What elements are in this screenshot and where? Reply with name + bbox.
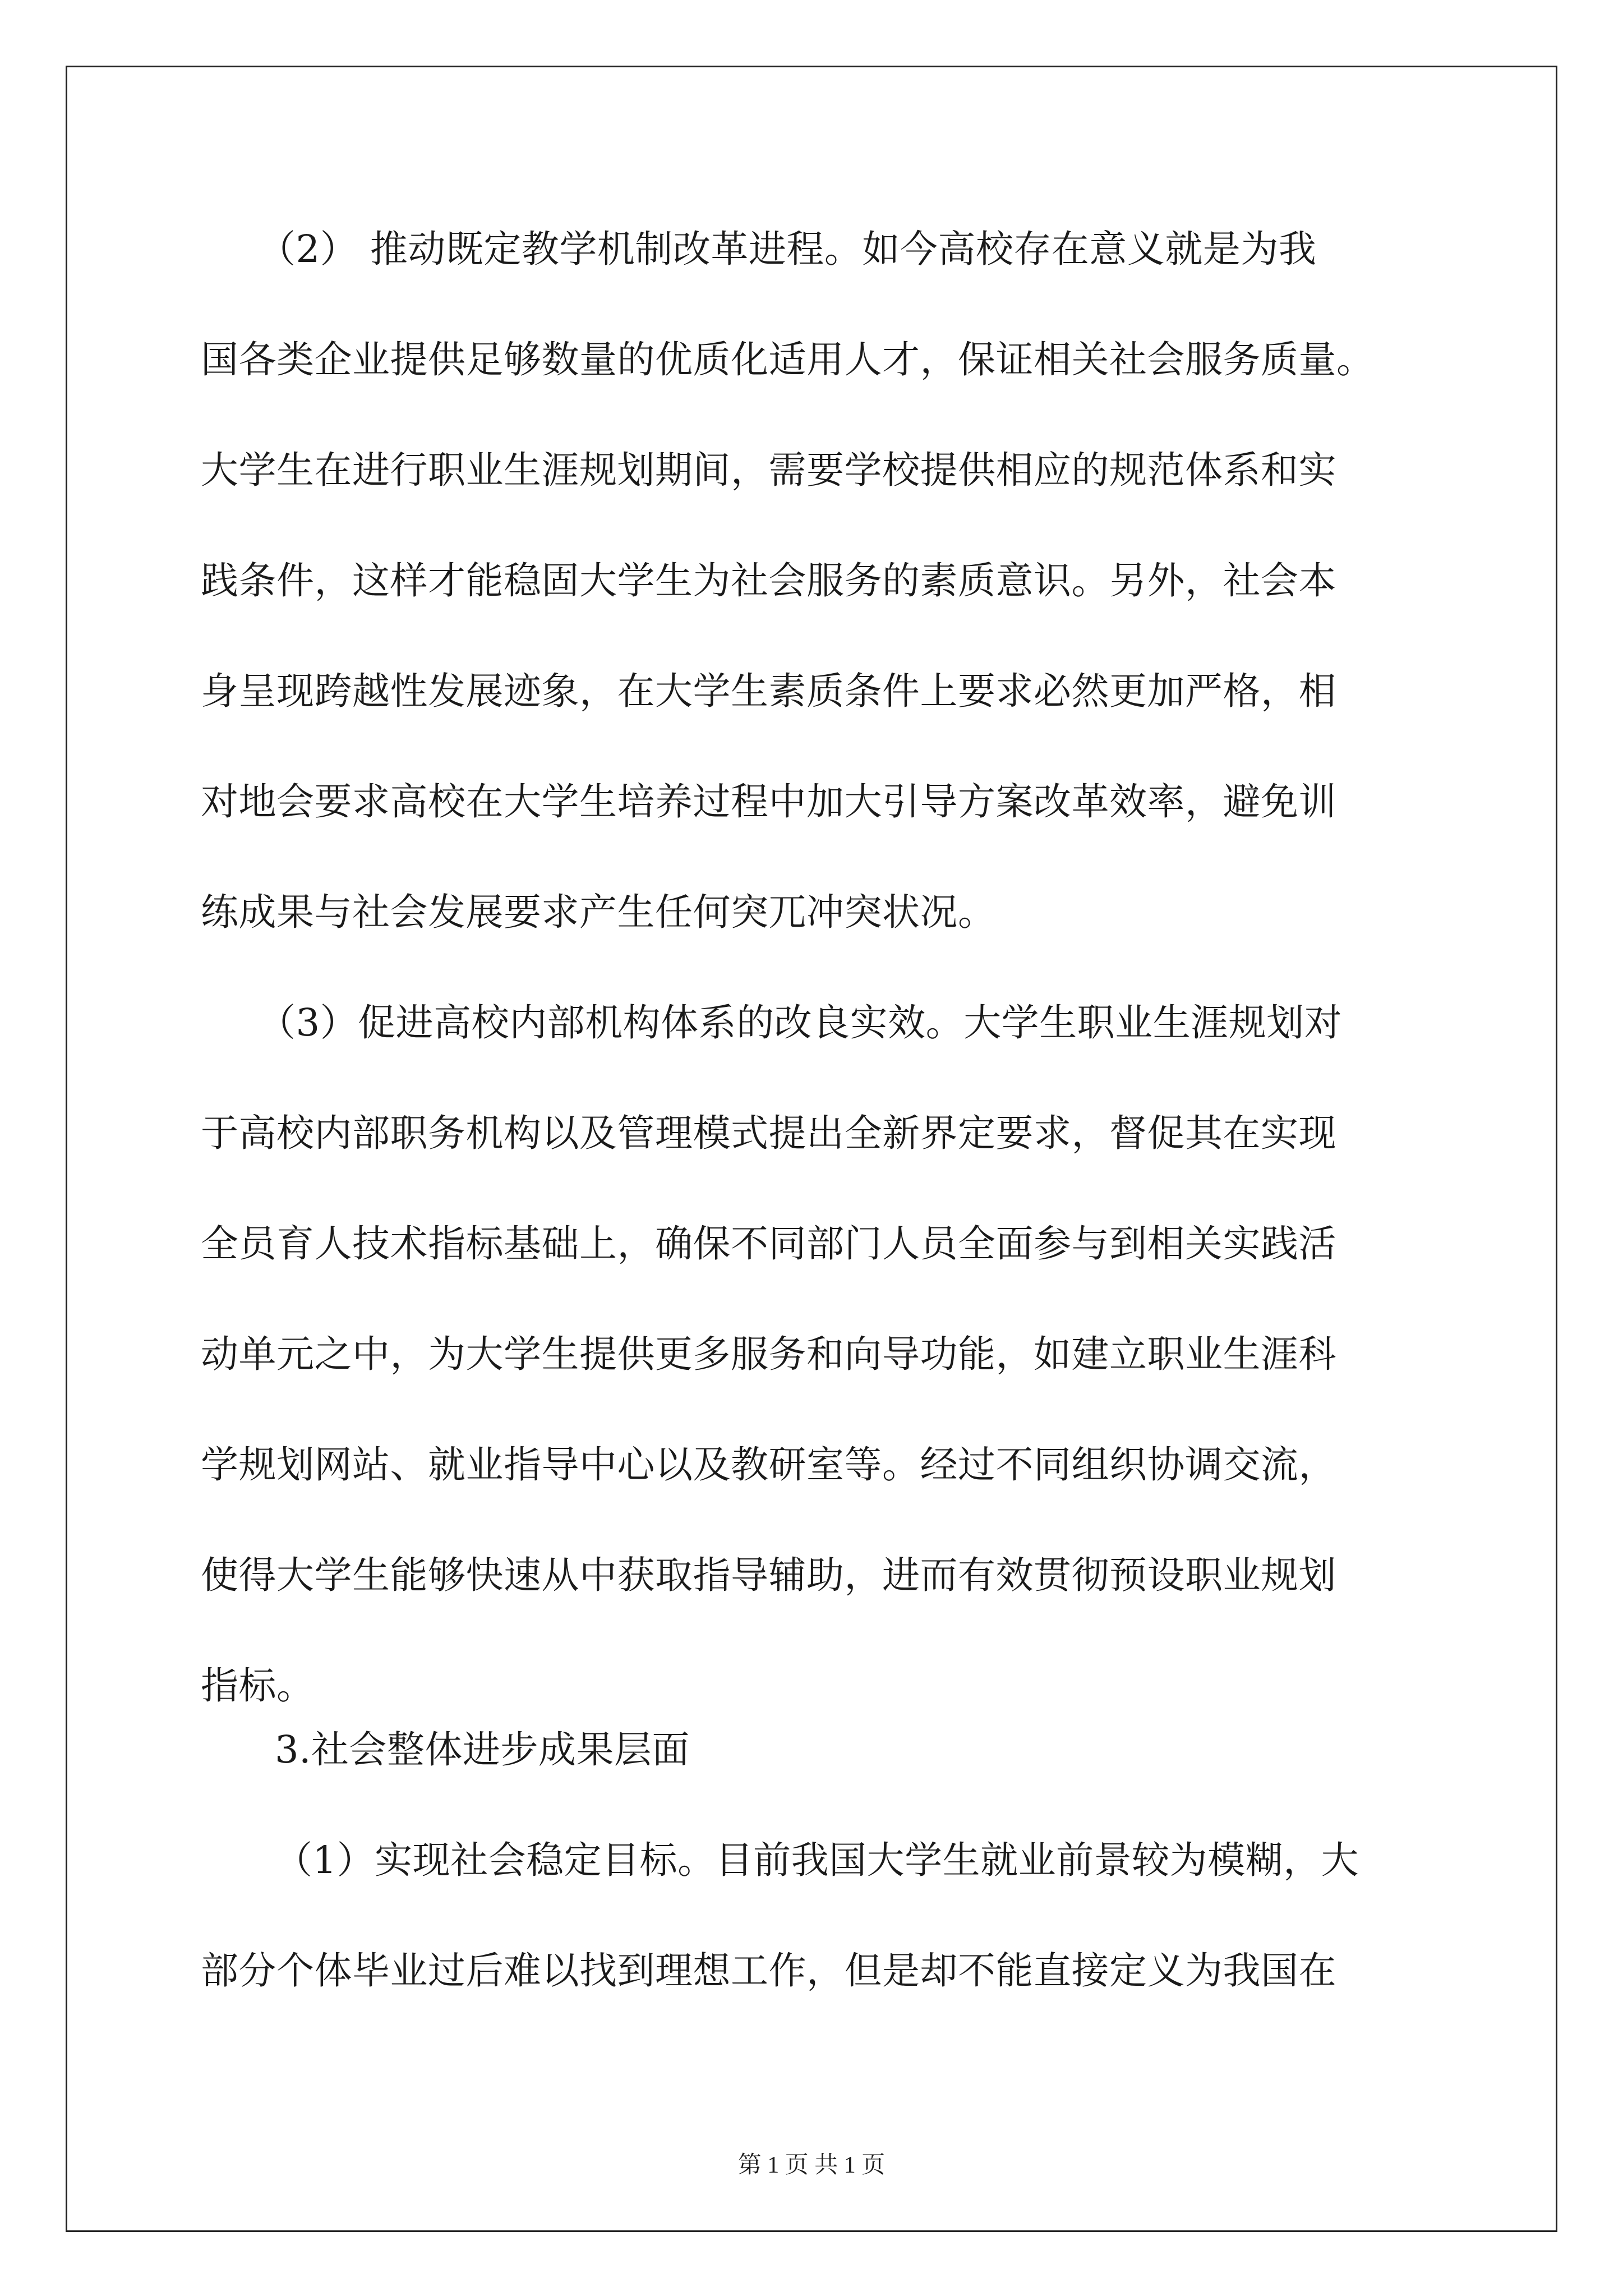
text-line: 践条件，这样才能稳固大学生为社会服务的素质意识。另外，社会本 — [201, 559, 1336, 602]
text-line: 学规划网站、就业指导中心以及教研室等。经过不同组织协调交流， — [201, 1443, 1336, 1487]
text-line: 动单元之中，为大学生提供更多服务和向导功能，如建立职业生涯科 — [201, 1332, 1336, 1376]
text-line: 对地会要求高校在大学生培养过程中加大引导方案改革效率，避免训 — [201, 780, 1336, 823]
text-line: 身呈现跨越性发展迹象，在大学生素质条件上要求必然更加严格，相 — [201, 669, 1336, 713]
text-line: 于高校内部职务机构以及管理模式提出全新界定要求，督促其在实现 — [201, 1111, 1336, 1155]
section-heading: 3.社会整体进步成果层面 — [275, 1728, 690, 1772]
text-line: （3）促进高校内部机构体系的改良实效。大学生职业生涯规划对 — [258, 1001, 1343, 1045]
text-line: 大学生在进行职业生涯规划期间，需要学校提供相应的规范体系和实 — [201, 448, 1336, 492]
text-line: 指标。 — [201, 1664, 315, 1708]
text-line: 国各类企业提供足够数量的优质化适用人才，保证相关社会服务质量。 — [201, 338, 1375, 381]
text-line: 练成果与社会发展要求产生任何突兀冲突状况。 — [201, 890, 996, 934]
text-line: （1）实现社会稳定目标。目前我国大学生就业前景较为模糊，大 — [275, 1838, 1359, 1882]
text-line: 全员育人技术指标基础上，确保不同部门人员全面参与到相关实践活 — [201, 1222, 1336, 1266]
page-footer: 第 1 页 共 1 页 — [737, 2152, 886, 2178]
text-line: 部分个体毕业过后难以找到理想工作，但是却不能直接定义为我国在 — [201, 1949, 1336, 1993]
text-line: 使得大学生能够快速从中获取指导辅助，进而有效贯彻预设职业规划 — [201, 1553, 1336, 1597]
text-line: （2） 推动既定教学机制改革进程。如今高校存在意义就是为我 — [258, 227, 1317, 271]
